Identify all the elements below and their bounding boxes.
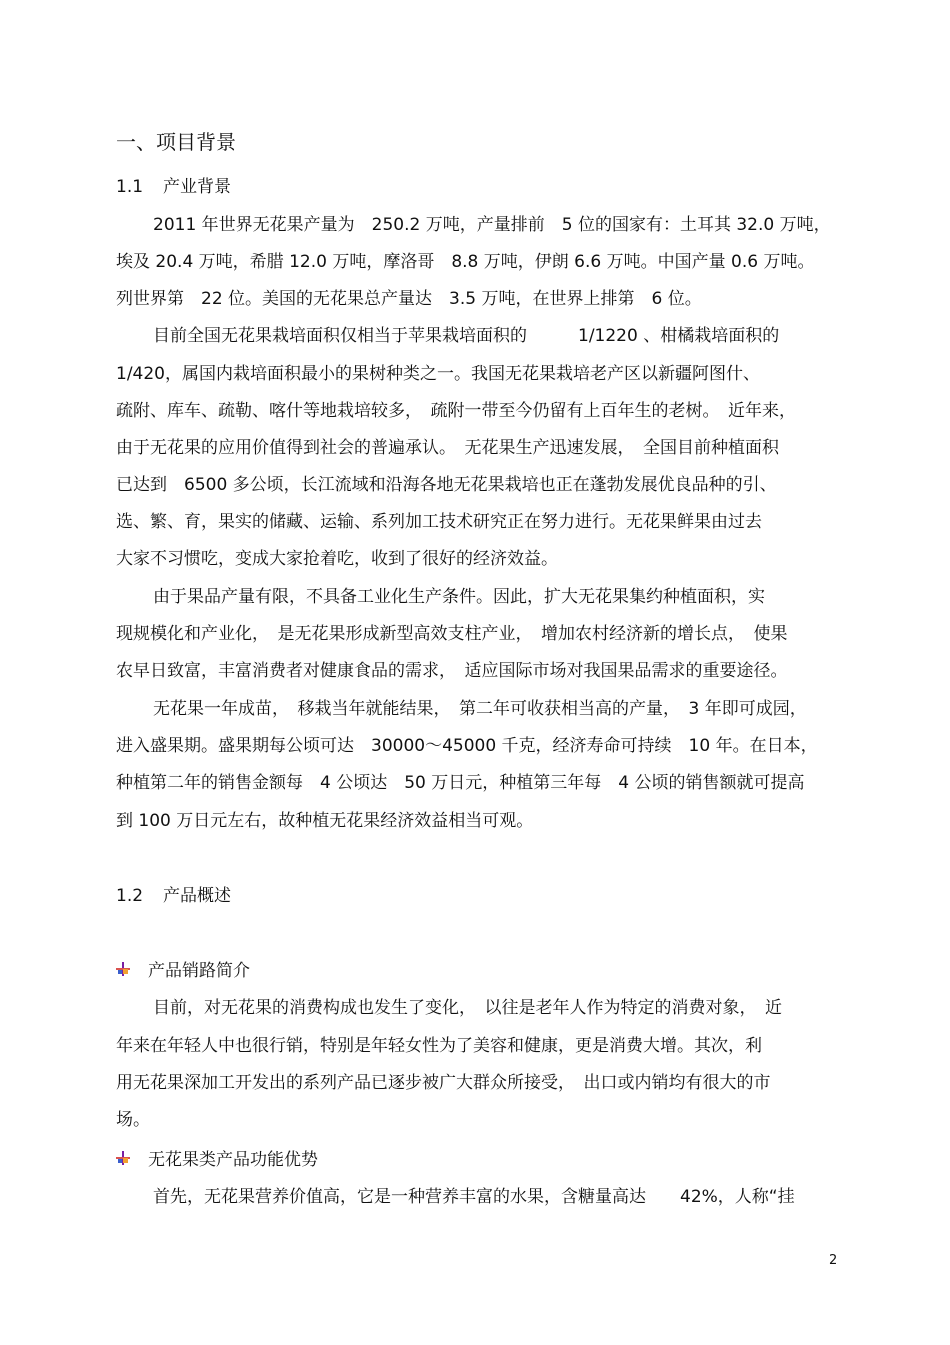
section-title: 一、项目背景 <box>116 130 236 154</box>
paragraph-4-line: 到 100 万日元左右，故种植无花果经济效益相当可观。 <box>116 811 534 831</box>
paragraph-1-line: 埃及 20.4 万吨，希腊 12.0 万吨，摩洛哥 8.8 万吨，伊朗 6.6 万吨。中国产量 0.6 万吨。 <box>116 252 815 272</box>
paragraph-3-line: 现规模化和产业化， 是无花果形成新型高效支柱产业， 增加农村经济新的增长点， 使果 <box>116 624 788 644</box>
paragraph-4-line: 种植第二年的销售金额每 4 公顷达 50 万日元，种植第三年每 4 公顷的销售额就可提高 <box>116 773 805 793</box>
paragraph-3-line: 农早日致富，丰富消费者对健康食品的需求， 适应国际市场对我国果品需求的重要途径。 <box>116 661 788 681</box>
subsection-1-2-title: 产品概述 <box>163 886 231 906</box>
paragraph-2-line: 疏附、库车、疏勒、喀什等地栽培较多， 疏附一带至今仍留有上百年生的老树。 近年来， <box>116 401 796 421</box>
paragraph-5-line: 年来在年轻人中也很行销，特别是年轻女性为了美容和健康，更是消费大增。其次，利 <box>116 1036 762 1056</box>
paragraph-5-line: 目前，对无花果的消费构成也发生了变化， 以往是老年人作为特定的消费对象， 近 <box>153 998 782 1018</box>
paragraph-5-line: 场。 <box>116 1110 150 1130</box>
paragraph-2-line: 1/420，属国内栽培面积最小的果树种类之一。我国无花果栽培老产区以新疆阿图什、 <box>116 364 760 384</box>
paragraph-4-line: 无花果一年成苗， 移栽当年就能结果， 第二年可收获相当高的产量， 3 年即可成园， <box>153 699 807 719</box>
subsection-1-2-number: 1.2 <box>116 886 144 906</box>
bullet-2-title: 无花果类产品功能优势 <box>148 1150 318 1170</box>
bullet-icon <box>116 1151 130 1165</box>
paragraph-1-line: 2011 年世界无花果产量为 250.2 万吨，产量排前 5 位的国家有：土耳其 32.0 万吨， <box>153 215 831 235</box>
paragraph-2-line: 选、繁、育，果实的储藏、运输、系列加工技术研究正在努力进行。无花果鲜果由过去 <box>116 512 762 532</box>
paragraph-2-line: 大家不习惯吃，变成大家抢着吃，收到了很好的经济效益。 <box>116 549 558 569</box>
page-number: 2 <box>829 1253 838 1268</box>
paragraph-2-line: 已达到 6500 多公顷，长江流域和沿海各地无花果栽培也正在蓬勃发展优良品种的引、 <box>116 475 777 495</box>
paragraph-4-line: 进入盛果期。盛果期每公顷可达 30000～45000 千克，经济寿命可持续 10 年。在日本， <box>116 736 818 756</box>
paragraph-2-line: 目前全国无花果栽培面积仅相当于苹果栽培面积的 1/1220 、柑橘栽培面积的 <box>153 326 780 346</box>
paragraph-2-line: 由于无花果的应用价值得到社会的普遍承认。 无花果生产迅速发展， 全国目前种植面积 <box>116 438 779 458</box>
subsection-1-1-title: 产业背景 <box>163 177 231 197</box>
paragraph-3-line: 由于果品产量有限，不具备工业化生产条件。因此，扩大无花果集约种植面积，实 <box>153 587 765 607</box>
subsection-1-1-number: 1.1 <box>116 177 144 197</box>
paragraph-1-line: 列世界第 22 位。美国的无花果总产量达 3.5 万吨，在世界上排第 6 位。 <box>116 289 702 309</box>
bullet-1-title: 产品销路简介 <box>148 961 250 981</box>
bullet-icon <box>116 962 130 976</box>
paragraph-6-line: 首先，无花果营养价值高，它是一种营养丰富的水果，含糖量高达 42%，人称“挂 <box>153 1187 795 1207</box>
paragraph-5-line: 用无花果深加工开发出的系列产品已逐步被广大群众所接受， 出口或内销均有很大的市 <box>116 1073 771 1093</box>
